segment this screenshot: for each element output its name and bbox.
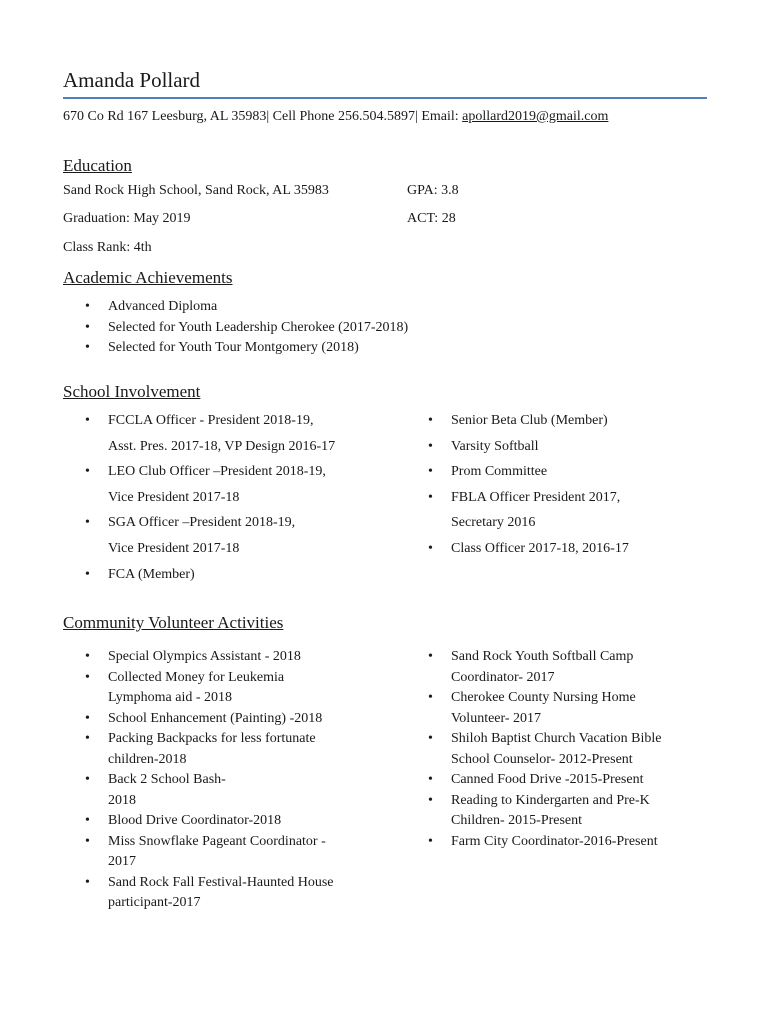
list-item-text: Coordinator- 2017	[451, 669, 555, 685]
list-item	[406, 832, 662, 853]
header-divider	[63, 97, 707, 99]
list-item-text: Secretary 2016	[451, 515, 536, 531]
class-rank: Class Rank: 4th	[63, 240, 152, 255]
list-item-text: LEO Club Officer –President 2018-19,	[108, 464, 326, 480]
list-item	[63, 729, 334, 770]
list-item-text: Miss Snowflake Pageant Coordinator -	[108, 833, 326, 849]
list-item	[406, 791, 662, 832]
bullet-icon: •	[85, 464, 90, 480]
list-item-text: Reading to Kindergarten and Pre-K	[451, 792, 650, 808]
gpa: GPA: 3.8	[407, 183, 459, 198]
involvement-heading: School Involvement	[63, 382, 201, 401]
list-item	[406, 647, 662, 688]
list-item	[63, 811, 334, 832]
list-item-text: Farm City Coordinator-2016-Present	[451, 833, 658, 849]
list-item-text: Special Olympics Assistant - 2018	[108, 649, 301, 664]
list-item-text: 2018	[108, 792, 136, 808]
bullet-icon: •	[85, 413, 90, 428]
achievements-heading: Academic Achievements	[63, 268, 233, 287]
list-item-text: Sand Rock Youth Softball Camp	[451, 649, 634, 664]
list-item-text: FBLA Officer President 2017,	[451, 489, 621, 505]
bullet-icon: •	[85, 515, 90, 531]
contact-details: 670 Co Rd 167 Leesburg, AL 35983| Cell Phone 256.504.5897| Email:	[63, 109, 463, 124]
bullet-icon: •	[428, 464, 433, 480]
bullet-icon: •	[428, 413, 433, 428]
list-item-text: participant-2017	[108, 895, 201, 910]
volunteer-heading: Community Volunteer Activities	[63, 613, 284, 632]
involvement-list-left	[63, 408, 335, 587]
list-item-text: Asst. Pres. 2017-18, VP Design 2016-17	[108, 438, 336, 454]
list-item	[406, 459, 629, 485]
list-item-text: Collected Money for Leukemia	[108, 669, 285, 685]
bullet-icon: •	[85, 299, 90, 314]
list-item	[406, 434, 629, 460]
list-item-text: Volunteer- 2017	[451, 710, 542, 726]
list-item	[406, 729, 662, 770]
list-item-text: Packing Backpacks for less fortunate	[108, 731, 316, 746]
list-item-text: Shiloh Baptist Church Vacation Bible	[451, 731, 662, 746]
list-item	[63, 709, 334, 730]
list-item-text: Varsity Softball	[451, 438, 539, 454]
volunteer-list-right	[406, 647, 662, 852]
bullet-icon: •	[428, 438, 433, 454]
list-item	[63, 318, 408, 339]
bullet-icon: •	[428, 649, 433, 664]
list-item-text: FCCLA Officer - President 2018-19,	[108, 413, 314, 428]
involvement-list-right	[406, 408, 629, 562]
list-item	[63, 832, 334, 873]
list-item-text: Vice President 2017-18	[108, 540, 240, 556]
list-item-text: children-2018	[108, 751, 187, 767]
bullet-icon: •	[428, 772, 433, 787]
list-item	[406, 688, 662, 729]
list-item-text: Canned Food Drive -2015-Present	[451, 772, 644, 787]
list-item-text: Vice President 2017-18	[108, 489, 240, 505]
bullet-icon: •	[428, 489, 433, 505]
list-item	[63, 647, 334, 668]
bullet-icon: •	[85, 340, 90, 355]
bullet-icon: •	[428, 833, 433, 849]
list-item-text: Children- 2015-Present	[451, 813, 583, 828]
list-item-text: SGA Officer –President 2018-19,	[108, 515, 296, 531]
list-item-text: School Enhancement (Painting) -2018	[108, 710, 323, 726]
bullet-icon: •	[428, 690, 433, 705]
achievements-list	[63, 297, 408, 359]
list-item	[63, 297, 408, 318]
contact-line	[63, 108, 608, 126]
bullet-icon: •	[85, 566, 90, 582]
list-item-text: Class Officer 2017-18, 2016-17	[451, 540, 629, 556]
bullet-icon: •	[85, 649, 90, 664]
candidate-name: Amanda Pollard	[63, 68, 201, 92]
education-heading: Education	[63, 156, 132, 175]
bullet-icon: •	[85, 874, 90, 890]
list-item	[63, 668, 334, 709]
list-item	[406, 536, 629, 562]
list-item-text: Sand Rock Fall Festival-Haunted House	[108, 874, 334, 890]
list-item-text: School Counselor- 2012-Present	[451, 751, 633, 767]
list-item-text: Advanced Diploma	[108, 299, 218, 314]
act-score: ACT: 28	[407, 211, 456, 226]
bullet-icon: •	[85, 731, 90, 746]
volunteer-list-left	[63, 647, 334, 914]
list-item	[63, 873, 334, 914]
list-item-text: Back 2 School Bash-	[108, 772, 226, 787]
list-item-text: Prom Committee	[451, 464, 548, 480]
list-item	[63, 562, 335, 588]
list-item-text: Selected for Youth Leadership Cherokee (2017-2018)	[108, 319, 409, 335]
list-item-text: Senior Beta Club (Member)	[451, 413, 608, 428]
bullet-icon: •	[85, 772, 90, 787]
bullet-icon: •	[428, 792, 433, 808]
list-item	[63, 770, 334, 811]
list-item	[406, 770, 662, 791]
school-name: Sand Rock High School, Sand Rock, AL 35983	[63, 183, 329, 198]
bullet-icon: •	[85, 833, 90, 849]
list-item-text: Cherokee County Nursing Home	[451, 690, 636, 705]
list-item	[406, 408, 629, 434]
list-item	[63, 510, 335, 561]
list-item-text: Blood Drive Coordinator-2018	[108, 813, 282, 828]
bullet-icon: •	[85, 669, 90, 685]
list-item-text: FCA (Member)	[108, 566, 195, 582]
list-item-text: Selected for Youth Tour Montgomery (2018)	[108, 340, 359, 355]
list-item	[63, 459, 335, 510]
list-item	[406, 485, 629, 536]
list-item-text: Lymphoma aid - 2018	[108, 690, 233, 705]
bullet-icon: •	[428, 540, 433, 556]
email-link[interactable]: apollard2019@gmail.com	[462, 109, 609, 124]
bullet-icon: •	[85, 813, 90, 828]
list-item-text: 2017	[108, 854, 136, 869]
graduation-date: Graduation: May 2019	[63, 211, 191, 226]
bullet-icon: •	[428, 731, 433, 746]
bullet-icon: •	[85, 710, 90, 726]
list-item	[63, 338, 408, 359]
list-item	[63, 408, 335, 459]
bullet-icon: •	[85, 319, 90, 335]
